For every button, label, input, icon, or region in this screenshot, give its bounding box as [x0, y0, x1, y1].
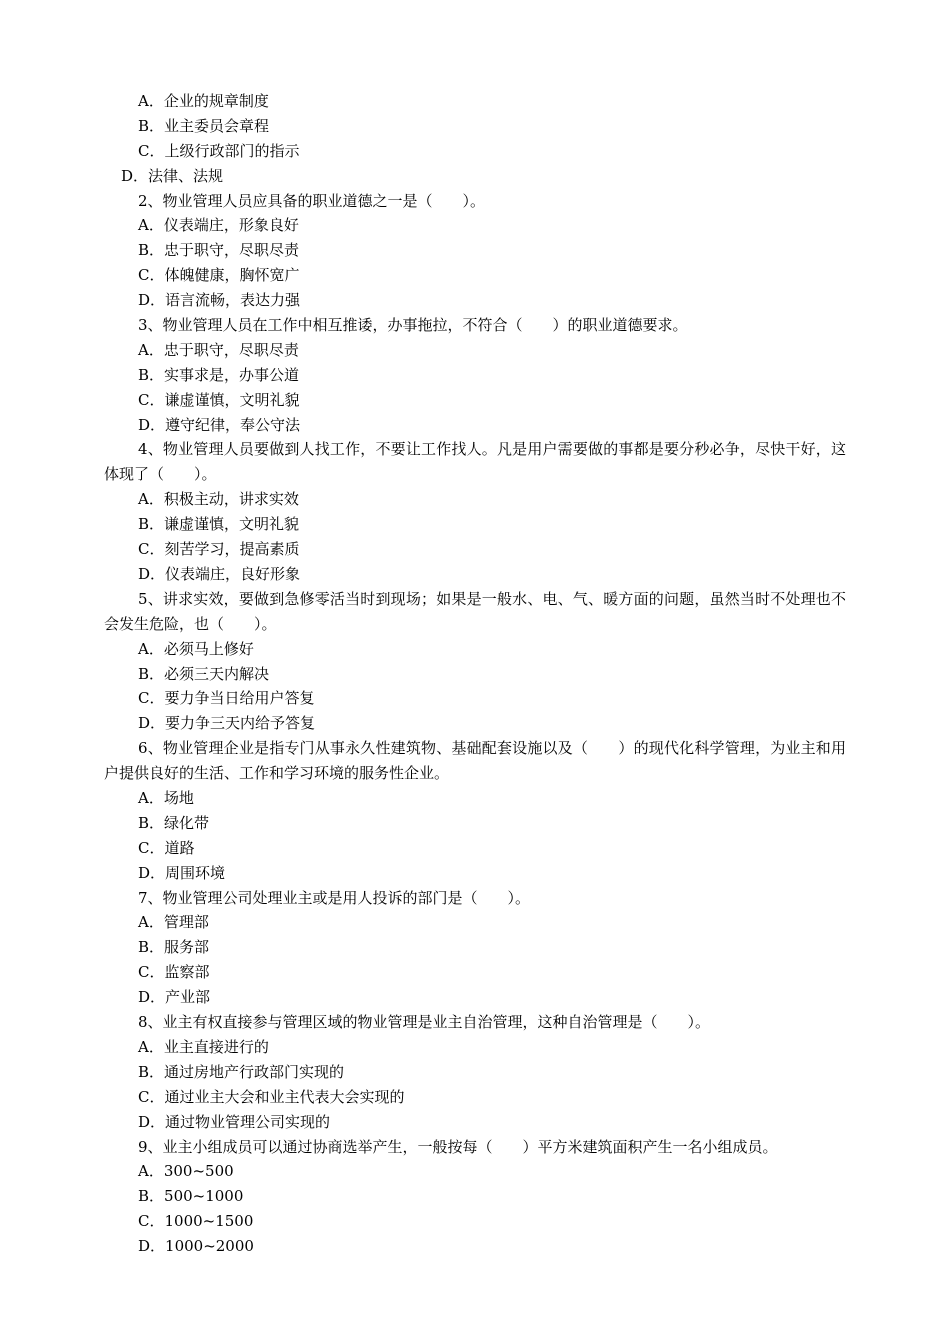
q9-stem: 9、业主小组成员可以通过协商选举产生，一般按每（ ）平方米建筑面积产生一名小组成员。: [138, 1137, 778, 1156]
q5-option-d: D．要力争三天内给予答复: [138, 714, 316, 733]
q7-stem: 7、物业管理公司处理业主或是用人投诉的部门是（ ）。: [138, 888, 531, 907]
q3-option-b: B．实事求是，办事公道: [138, 365, 300, 384]
q6-option-a: A．场地: [138, 789, 194, 808]
document-page: [104, 89, 846, 1259]
q8-option-d: D．通过物业管理公司实现的: [138, 1112, 331, 1131]
q1-option-a: A．企业的规章制度: [138, 92, 269, 110]
q7-option-c: C．监察部: [138, 963, 210, 982]
q7-option-b: B．服务部: [138, 938, 210, 957]
q8-option-c: C．通过业主大会和业主代表大会实现的: [138, 1087, 405, 1106]
q4-stem: 4、物业管理人员要做到人找工作，不要让工作找人。凡是用户需要做的事都是要分秒必争，尽快干好，这体现了（ ）。: [104, 440, 846, 484]
q9-option-c: C．1000~1500: [138, 1212, 254, 1231]
q4-option-b: B．谦虚谨慎，文明礼貌: [138, 515, 300, 534]
q6-option-c: C．道路: [138, 838, 195, 857]
q1-option-b: B．业主委员会章程: [138, 116, 270, 135]
q2-option-d: D．语言流畅，表达力强: [138, 291, 301, 310]
q5-option-b: B．必须三天内解决: [138, 664, 270, 683]
q9-option-a: A．300~500: [138, 1162, 234, 1181]
q2-stem: 2、物业管理人员应具备的职业道德之一是（ ）。: [138, 191, 486, 210]
q8-option-a: A．业主直接进行的: [138, 1037, 269, 1056]
q5-option-a: A．必须马上修好: [138, 639, 254, 658]
q5-stem: 5、讲求实效，要做到急修零活当时到现场；如果是一般水、电、气、暖方面的问题，虽然当时不处理也不会发生危险，也（ ）。: [104, 589, 846, 633]
q2-option-c: C．体魄健康，胸怀宽广: [138, 266, 300, 285]
q2-option-b: B．忠于职守，尽职尽责: [138, 241, 300, 260]
q1-option-c: C．上级行政部门的指示: [138, 141, 300, 160]
q5-option-c: C．要力争当日给用户答复: [138, 689, 315, 708]
q6-option-b: B．绿化带: [138, 813, 210, 832]
q8-stem: 8、业主有权直接参与管理区域的物业管理是业主自治管理，这种自治管理是（ ）。: [138, 1013, 711, 1032]
q6-stem: 6、物业管理企业是指专门从事永久性建筑物、基础配套设施以及（ ）的现代化科学管理，为业主和用户提供良好的生活、工作和学习环境的服务性企业。: [104, 739, 846, 783]
q4-option-d: D．仪表端庄，良好形象: [138, 564, 301, 583]
q9-option-b: B．500~1000: [138, 1187, 244, 1206]
q9-option-d: D．1000~2000: [138, 1237, 254, 1256]
q3-stem: 3、物业管理人员在工作中相互推诿，办事拖拉，不符合（ ）的职业道德要求。: [138, 316, 688, 335]
q2-option-a: A．仪表端庄，形象良好: [138, 216, 299, 235]
q7-option-d: D．产业部: [138, 988, 211, 1007]
q3-option-c: C．谦虚谨慎，文明礼貌: [138, 390, 300, 409]
q7-option-a: A．管理部: [138, 913, 209, 932]
q4-option-c: C．刻苦学习，提高素质: [138, 540, 300, 559]
q3-option-a: A．忠于职守，尽职尽责: [138, 340, 299, 359]
q8-option-b: B．通过房地产行政部门实现的: [138, 1062, 345, 1081]
q1-option-d: D．法律、法规: [121, 166, 224, 185]
q4-option-a: A．积极主动，讲求实效: [138, 490, 299, 509]
q3-option-d: D．遵守纪律，奉公守法: [138, 415, 301, 434]
q6-option-d: D．周围环境: [138, 863, 226, 882]
